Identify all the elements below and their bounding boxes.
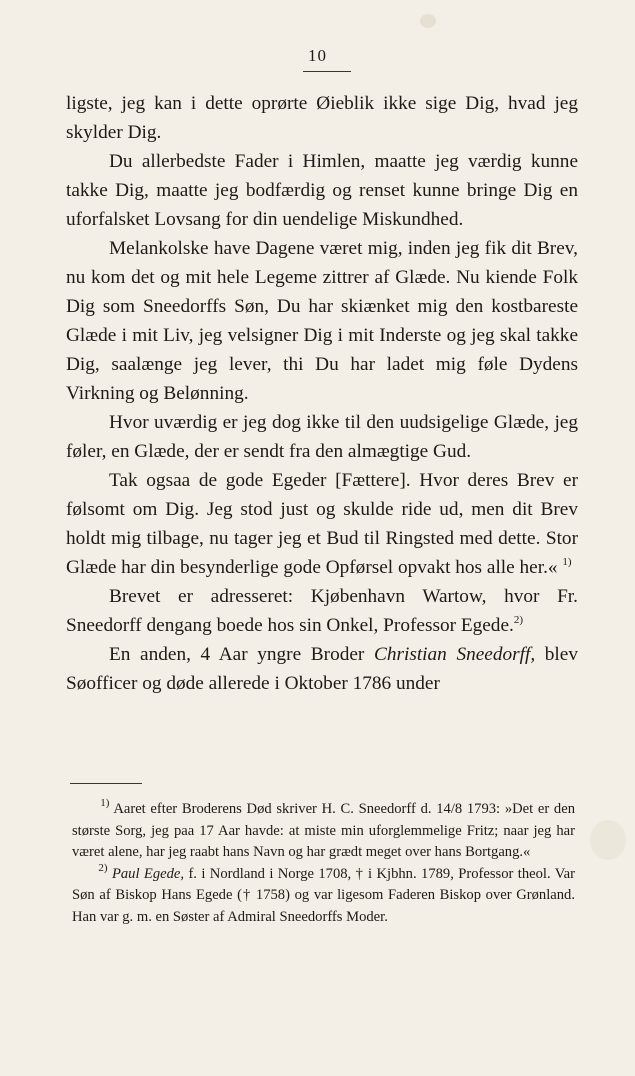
- paragraph-5-text: Tak ogsaa de gode Egeder [Fættere]. Hvor deres Brev er følsomt om Dig. Jeg stod just og skulde ride ud, men dit Brev holdt mig tilbage, nu tager jeg et Bud til Ringsted med dette. Stor Glæde har din besynderlige gode Opførsel opvakt hos alle her.«: [66, 470, 578, 578]
- paper-stain: [590, 820, 626, 860]
- paragraph-6-text: Brevet er adresseret: Kjøbenhavn Wartow, hvor Fr. Sneedorff dengang boede hos sin Onkel, Professor Egede.: [66, 586, 578, 636]
- footnotes: [72, 799, 575, 928]
- paragraph-1: ligste, jeg kan i dette oprørte Øieblik ikke sige Dig, hvad jeg skylder Dig.: [66, 93, 578, 143]
- page-number: 10: [308, 46, 327, 65]
- paragraph-7: [66, 640, 578, 698]
- footnote-ref-1: 1): [562, 555, 572, 568]
- paragraph-2: Du allerbedste Fader i Himlen, maatte jeg værdig kunne takke Dig, maatte jeg bodfærdig og renset kunne bringe Dig en uforfalsket Lovsang for din uendelige Miskundhed.: [66, 151, 578, 230]
- paragraph-4: Hvor uværdig er jeg dog ikke til den uudsigelige Glæde, jeg føler, en Glæde, der er sendt fra den almægtige Gud.: [66, 412, 578, 462]
- paragraph-7-after: blev Søofficer og døde allerede i Oktober 1786 under: [66, 644, 578, 694]
- footnote-ref-2: 2): [513, 613, 523, 626]
- main-text: [66, 89, 578, 698]
- footnote-marker-1: 1): [100, 797, 110, 810]
- page-number-rule: [303, 71, 351, 72]
- person-name-italic: Christian Sneedorff,: [373, 644, 536, 665]
- paragraph-6: [66, 582, 578, 640]
- footnote-2-text: f. i Nordland i Norge 1708, † i Kjbhn. 1789, Professor theol. Var Søn af Biskop Hans Egede († 1758) og var ligesom Faderen Biskop over Grønland. Han var g. m. en Søster af Admiral Sneedorffs Moder.: [72, 865, 576, 925]
- footnote-1-text: Aaret efter Broderens Død skriver H. C. Sneedorff d. 14/8 1793: »Det er den største Sorg, jeg paa 17 Aar havde: at miste min uforglemmelige Fritz; naar jeg har været alene, har jeg raabt hans Navn og har grædt meget over hans Bortgang.«: [72, 801, 576, 860]
- footnote-2: [72, 861, 576, 929]
- footnote-marker-2: 2): [98, 861, 108, 874]
- footnote-2-name: Paul Egede,: [111, 865, 185, 882]
- footnote-1: [72, 799, 575, 864]
- paper-stain: [420, 14, 436, 28]
- paragraph-7-before: En anden, 4 Aar yngre Broder: [109, 644, 374, 665]
- paragraph-5: [66, 466, 578, 582]
- paragraph-3: Melankolske have Dagene været mig, inden jeg fik dit Brev, nu kom det og mit hele Legeme zittrer af Glæde. Nu kiende Folk Dig som Sneedorffs Søn, Du har skiænket mig den kostbareste Glæde i mit Liv, jeg velsigner Dig i mit Inderste og jeg skal takke Dig, saalænge jeg lever, thi Du har ladet mig føle Dydens Virkning og Belønning.: [66, 238, 578, 404]
- footnote-separator: [70, 783, 142, 784]
